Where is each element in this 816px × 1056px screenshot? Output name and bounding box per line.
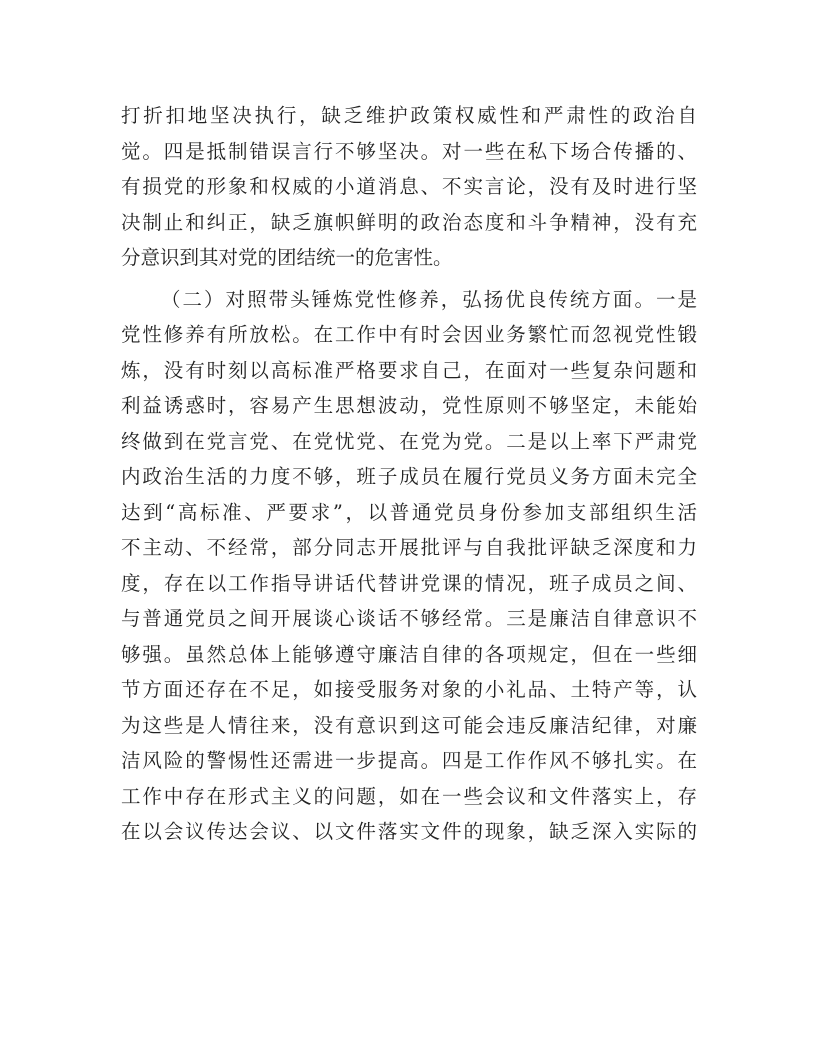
document-body bbox=[121, 98, 697, 850]
text-line: 与普通党员之间开展谈心谈话不够经常。三是廉洁自律意识不 bbox=[121, 607, 697, 630]
paragraph-1 bbox=[121, 98, 697, 276]
text-line: 决制止和纠正，缺乏旗帜鲜明的政治态度和斗争精神，没有充 bbox=[121, 210, 697, 234]
text-line: 为这些是人情往来，没有意识到这可能会违反廉洁纪律，对廉 bbox=[121, 713, 697, 737]
text-line: 炼，没有时刻以高标准严格要求自己，在面对一些复杂问题和 bbox=[121, 358, 697, 382]
text-line: 度，存在以工作指导讲话代替讲党课的情况，班子成员之间、 bbox=[121, 571, 697, 595]
text-line: 觉。四是抵制错误言行不够坚决。对一些在私下场合传播的、 bbox=[121, 139, 697, 163]
text-line: 在以会议传达会议、以文件落实文件的现象，缺乏深入实际的 bbox=[121, 820, 697, 843]
text-line: 达到“高标准、严要求”，以普通党员身份参加支部组织生活 bbox=[121, 500, 697, 524]
text-line: 节方面还存在不足，如接受服务对象的小礼品、土特产等，认 bbox=[121, 678, 697, 701]
text-line: 内政治生活的力度不够，班子成员在履行党员义务方面未完全 bbox=[121, 465, 697, 488]
text-line: 够强。虽然总体上能够遵守廉洁自律的各项规定，但在一些细 bbox=[121, 642, 697, 666]
text-line: 打折扣地坚决执行，缺乏维护政策权威性和严肃性的政治自 bbox=[121, 104, 697, 127]
text-line: 党性修养有所放松。在工作中有时会因业务繁忙而忽视党性锻 bbox=[121, 323, 697, 346]
text-line: 不主动、不经常，部分同志开展批评与自我批评缺乏深度和力 bbox=[121, 536, 697, 559]
paragraph-2 bbox=[121, 282, 697, 850]
text-line: 有损党的形象和权威的小道消息、不实言论，没有及时进行坚 bbox=[121, 175, 697, 198]
text-line: 终做到在党言党、在党忧党、在党为党。二是以上率下严肃党 bbox=[121, 429, 697, 453]
text-line: 利益诱惑时，容易产生思想波动，党性原则不够坚定，未能始 bbox=[121, 394, 697, 417]
text-line: 洁风险的警惕性还需进一步提高。四是工作作风不够扎实。在 bbox=[121, 749, 697, 772]
text-line: 工作中存在形式主义的问题，如在一些会议和文件落实上，存 bbox=[121, 784, 697, 808]
text-line: 分意识到其对党的团结统一的危害性。 bbox=[121, 246, 453, 269]
text-line: （二）对照带头锤炼党性修养，弘扬优良传统方面。一是 bbox=[161, 287, 697, 311]
